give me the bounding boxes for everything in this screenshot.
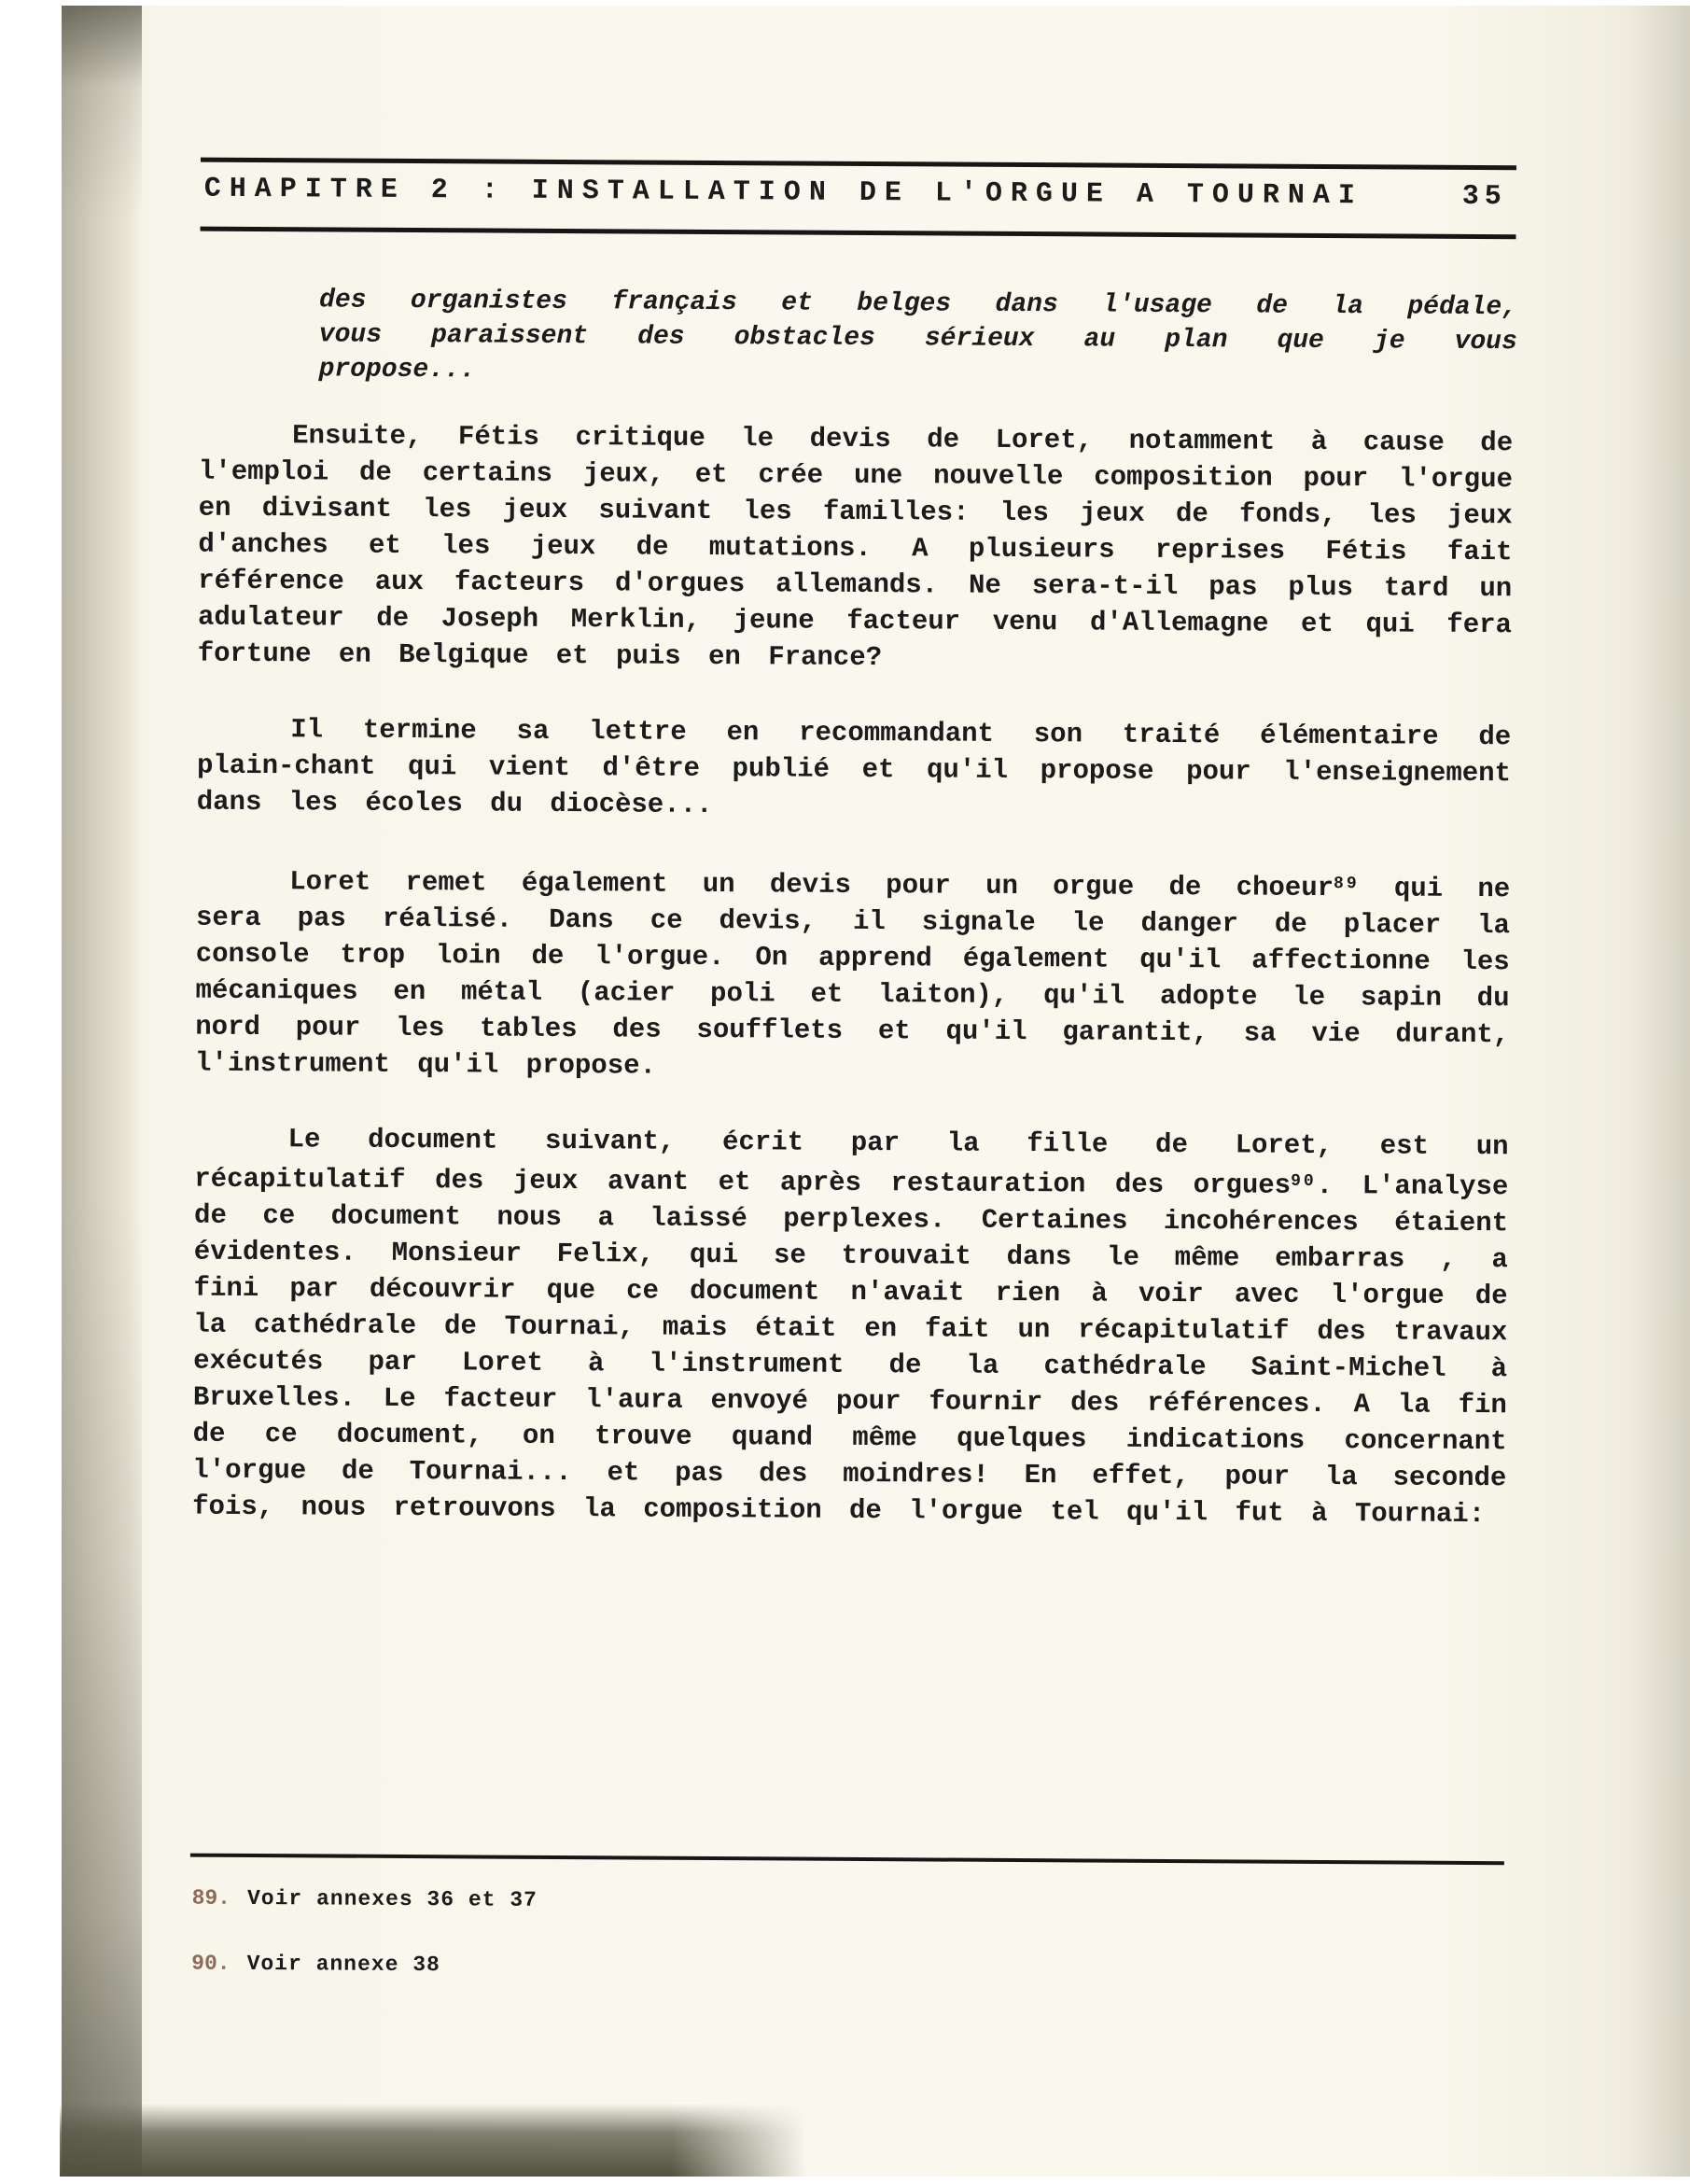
footnote-text: Voir annexe 38: [246, 1951, 440, 1978]
footnote-89: [192, 1885, 1312, 1918]
footnotes: [191, 1885, 1312, 2023]
footnote-marker: 89.: [191, 1885, 231, 1911]
footnote-90: [191, 1951, 1311, 1983]
footnote-ref-89: 89: [1334, 875, 1360, 894]
running-header: [204, 174, 1507, 214]
body-paragraph-1: Ensuite, Fétis critique le devis de Loret, notamment à cause de l'emploi de certains jeux, et crée une nouvelle composition pour l'orgue en divisant les jeux suivant les familles: les jeux de fonds, les jeux d'anches et les jeux de mutations. A plusieurs reprises Fétis fait référence aux facteurs d'orgues allemands. Ne sera-t-il pas plus tard un adulateur de Joseph Merklin, jeune facteur venu d'Allemagne et qui fera fortune en Belgique et puis en France?: [197, 420, 1514, 674]
chapter-heading: CHAPITRE 2 : INSTALLATION DE L'ORGUE A TOURNAI: [203, 173, 1364, 213]
quote-line: propose...: [318, 355, 476, 385]
paragraph-text: Loret remet également un devis pour un orgue de choeur: [289, 866, 1334, 904]
page-number: 35: [1461, 180, 1507, 214]
page-right-curve-shade: [1625, 0, 1690, 2177]
footnote-rule: [190, 1854, 1504, 1866]
paragraph-text: qui ne sera pas réalisé. Dans ce devis, il signale le danger de placer la console trop loin de l'orgue. On apprend également qu'il affectionne les mécaniques en métal (acier poli et laiton), qu'il adopte le sapin du nord pour les tables des soufflets et qu'il garantit, sa vie durant, l'instrument qu'il propose.: [194, 873, 1511, 1082]
page-content: [189, 0, 1517, 2184]
paragraph-text: . L'analyse de ce document nous a laissé perplexes. Certaines incohérences étaient évidentes. Monsieur Felix, qui se trouvait dans le même embarras , a fini par découvrir que ce document n'avait rien à voir avec l'orgue de la cathédrale de Tournai, mais était en fait un récapitulatif des travaux exécutés par Loret à l'instrument de la cathédrale Saint-Michel à Bruxelles. Le facteur l'aura envoyé pour fournir des références. A la fin de ce document, on trouve quand même quelques indications concernant l'orgue de Tournai... et pas des moindres! En effet, pour la seconde fois, nous retrouvons la composition de l'orgue tel qu'il fut à Tournai:: [192, 1169, 1509, 1531]
body-text: [192, 417, 1513, 1573]
body-paragraph-2: Il termine sa lettre en recommandant son traité élémentaire de plain-chant qui vient d'être publié et qu'il propose pour l'enseignement dans les écoles du diocèse...: [196, 714, 1512, 820]
paragraph-text: Le document suivant, écrit par la fille de Loret, est un récapitulatif des jeux avant et après restauration des orgues: [194, 1124, 1509, 1201]
body-paragraph-4: [192, 1121, 1509, 1533]
book-gutter-vertical-shade: [62, 0, 142, 2177]
footnote-marker: 90.: [191, 1951, 230, 1976]
header-rule-bottom: [201, 227, 1516, 240]
block-quote: [319, 283, 1518, 394]
quote-line: des organistes français et belges dans l'usage de la pédale,: [318, 286, 1518, 323]
footnote-text: Voir annexes 36 et 37: [246, 1885, 538, 1912]
footnote-ref-90: 90: [1291, 1171, 1317, 1191]
quote-line: vous paraissent des obstacles sérieux au plan que je vous: [318, 320, 1517, 357]
body-paragraph-3: [195, 860, 1510, 1090]
header-rule-top: [201, 158, 1516, 171]
